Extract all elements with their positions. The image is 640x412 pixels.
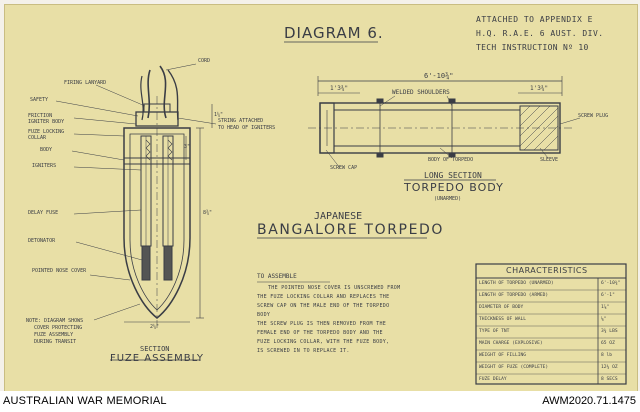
welded-shoulders-label: WELDED SHOULDERS <box>392 89 450 96</box>
fuze-dim-inner: 3" <box>184 144 191 150</box>
char-label: THICKNESS OF WALL <box>479 317 527 322</box>
assemble-line-8: IS SCREWED IN TO REPLACE IT. <box>257 348 350 354</box>
char-label: LENGTH OF TORPEDO (ARMED) <box>479 293 549 298</box>
string-note-1: STRING ATTACHED <box>218 118 264 124</box>
screw-cap-label: SCREW CAP <box>330 165 358 171</box>
char-value: 8 SECS <box>601 377 618 382</box>
char-value: 8 lb <box>601 353 613 358</box>
assemble-heading: TO ASSEMBLE <box>257 273 297 280</box>
transit-note-2: COVER PROTECTING <box>34 325 83 331</box>
fuze-dim-width: 2¼" <box>150 324 160 330</box>
char-label: MAIN CHARGE (EXPLOSIVE) <box>479 341 543 346</box>
char-value: 6'-1" <box>601 293 615 298</box>
assemble-line-5: THE SCREW PLUG IS THEN REMOVED FROM THE <box>257 321 387 327</box>
right-length-dim: 1'3¾" <box>530 85 549 92</box>
transit-note-4: DURING TRANSIT <box>34 339 77 345</box>
char-label: FUZE DELAY <box>479 377 507 382</box>
fuze-locking-collar-label: FUZE LOCKING COLLAR <box>28 129 65 141</box>
cord-label: CORD <box>198 58 211 64</box>
institution-credit: AUSTRALIAN WAR MEMORIAL <box>3 395 167 407</box>
char-label: LENGTH OF TORPEDO (UNARMED) <box>479 281 554 286</box>
assemble-line-6: FEMALE END OF THE TORPEDO BODY AND THE <box>257 330 383 336</box>
left-length-dim: 1'3¾" <box>330 85 349 92</box>
char-value: 12¾ OZ <box>601 365 618 370</box>
screw-plug-label: SCREW PLUG <box>578 113 609 119</box>
delay-fuse-label: DELAY FUSE <box>28 210 59 216</box>
attached-line-2: H.Q. R.A.E. 6 AUST. DIV. <box>476 29 604 38</box>
char-value: 3¾ LBS <box>601 329 618 334</box>
nationality-label: JAPANESE <box>314 211 363 222</box>
sleeve-label: SLEEVE <box>540 157 559 163</box>
safety-label: SAFETY <box>30 97 49 103</box>
body-label: BODY <box>40 147 53 153</box>
fuze-dim-full: 8¾" <box>203 210 213 216</box>
attached-line-1: ATTACHED TO APPENDIX E <box>476 15 593 24</box>
assemble-line-4: BODY <box>257 312 271 318</box>
fuze-assembly-section <box>56 64 216 328</box>
char-label: TYPE OF TNT <box>479 329 510 334</box>
assemble-line-2: THE FUZE LOCKING COLLAR AND REPLACES THE <box>257 294 390 300</box>
overall-length-dim: 6'-10¾" <box>424 72 454 80</box>
friction-igniter-label: FRICTION IGNITER BODY <box>28 113 65 125</box>
firing-lanyard-label: FIRING LANYARD <box>64 80 107 86</box>
assemble-line-7: FUZE LOCKING COLLAR, WITH THE FUZE BODY, <box>257 339 390 345</box>
catalogue-number: AWM2020.71.1475 <box>542 395 636 407</box>
attached-line-3: TECH INSTRUCTION Nº 10 <box>476 43 589 52</box>
pointed-nose-cover-label: POINTED NOSE COVER <box>32 268 87 274</box>
torpedo-body-title: TORPEDO BODY <box>404 181 504 194</box>
transit-note-1: NOTE: DIAGRAM SHOWS <box>26 318 84 324</box>
detonator-label: DETONATOR <box>28 238 56 244</box>
char-value: 1⅞" <box>601 305 610 310</box>
unarmed-note: (UNARMED) <box>434 196 462 202</box>
fuze-assembly-title: FUZE ASSEMBLY <box>110 353 204 364</box>
fuze-dim-top: 1¼" <box>214 112 224 118</box>
assemble-line-3: SCREW CAP ON THE MALE END OF THE TORPEDO <box>257 303 390 309</box>
char-value: 65 OZ <box>601 341 615 346</box>
char-value: ⅛" <box>601 317 607 322</box>
char-label: WEIGHT OF FUZE (COMPLETE) <box>479 365 549 370</box>
igniters-label: IGNITERS <box>32 163 57 169</box>
string-note-2: TO HEAD OF IGNITERS <box>218 125 276 131</box>
char-label: DIAMETER OF BODY <box>479 305 524 310</box>
char-label: WEIGHT OF FILLING <box>479 353 527 358</box>
char-value: 6'-10¾" <box>601 281 621 286</box>
transit-note-3: FUZE ASSEMBLY <box>34 332 74 338</box>
diagram-title: DIAGRAM 6. <box>284 24 384 42</box>
main-title: BANGALORE TORPEDO <box>257 222 445 238</box>
archive-footer <box>0 391 640 412</box>
assemble-line-1: THE POINTED NOSE COVER IS UNSCREWED FROM <box>268 285 401 291</box>
long-section-title: LONG SECTION <box>424 171 482 180</box>
torpedo-body-label: BODY OF TORPEDO <box>428 157 474 163</box>
section-label: SECTION <box>140 345 170 353</box>
characteristics-title: CHARACTERISTICS <box>506 266 588 275</box>
